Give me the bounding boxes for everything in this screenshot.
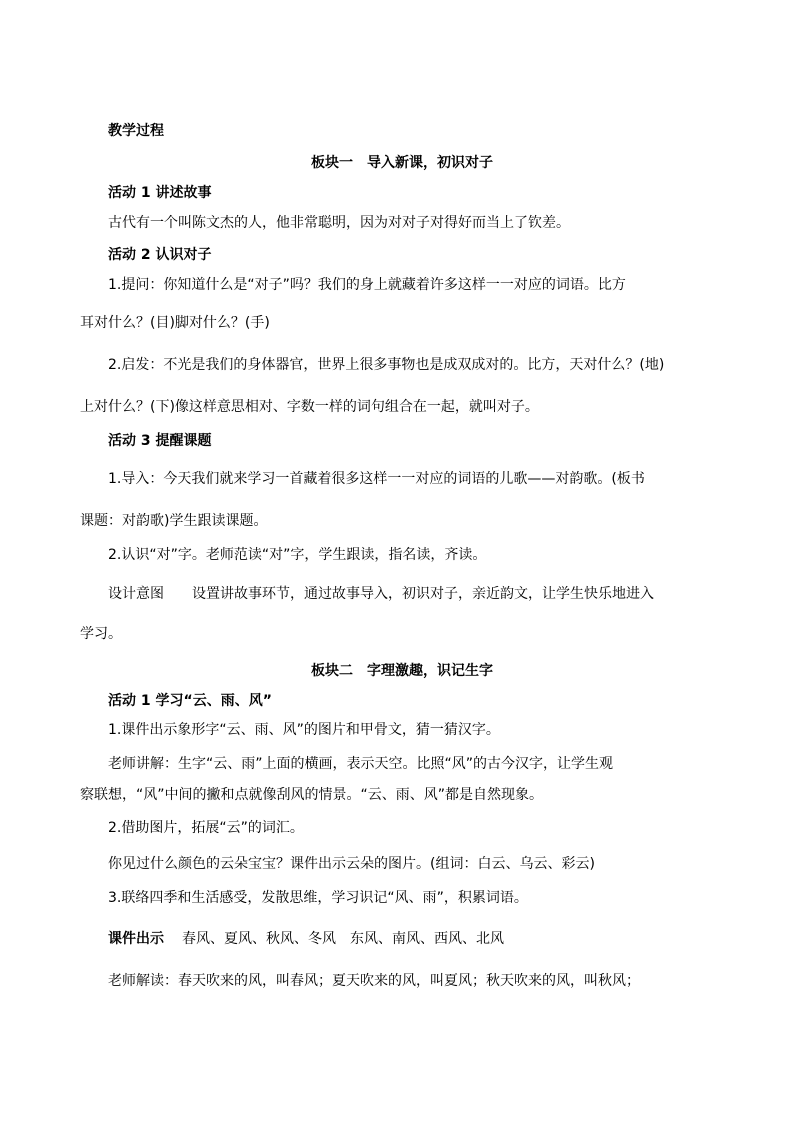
s1-item2-line2: 上对什么？(下)像这样意思相对、字数一样的词句组合在一起，就叫对子。 bbox=[80, 399, 539, 415]
s1-activity3-label: 活动 3 提醒课题 bbox=[108, 433, 212, 449]
s1-design-line2: 学习。 bbox=[80, 626, 122, 642]
s1-item1-line1: 1.提问：你知道什么是“对子”吗？我们的身上就藏着许多这样一一对应的词语。比方 bbox=[108, 277, 626, 293]
s2-activity1-label: 活动 1 学习“云、雨、风” bbox=[108, 693, 272, 709]
s2-teacher-explain: 老师解读：春天吹来的风，叫春风；夏天吹来的风，叫夏风；秋天吹来的风，叫秋风； bbox=[108, 973, 640, 989]
s2-item2: 2.借助图片，拓展“云”的词汇。 bbox=[108, 820, 304, 836]
s1-item3-line2: 课题：对韵歌)学生跟读课题。 bbox=[80, 513, 268, 529]
s2-courseware-line bbox=[108, 929, 504, 949]
design-intent-label: 设计意图 bbox=[108, 586, 164, 602]
winds-group2: 东风、南风、西风、北风 bbox=[350, 931, 504, 947]
s2-item3: 3.联络四季和生活感受，发散思维，学习识记“风、雨”，积累词语。 bbox=[108, 890, 528, 906]
s2-cloud-text: 你见过什么颜色的云朵宝宝？课件出示云朵的图片。(组词：白云、乌云、彩云) bbox=[108, 856, 595, 872]
winds-group1: 春风、夏风、秋风、冬风 bbox=[182, 931, 336, 947]
s2-item1: 1.课件出示象形字“云、雨、风”的图片和甲骨文，猜一猜汉字。 bbox=[108, 722, 500, 738]
s1-activity1-text: 古代有一个叫陈文杰的人，他非常聪明，因为对对子对得好而当上了钦差。 bbox=[108, 215, 570, 231]
s2-explain-line1: 老师讲解：生字“云、雨”上面的横画，表示天空。比照“风”的古今汉字，让学生观 bbox=[108, 756, 614, 772]
s1-activity2-label: 活动 2 认识对子 bbox=[108, 247, 212, 263]
doc-title: 教学过程 bbox=[108, 123, 164, 139]
s1-design-line1 bbox=[108, 584, 654, 604]
s1-activity1-label: 活动 1 讲述故事 bbox=[108, 185, 212, 201]
section1-heading: 板块一 导入新课，初识对子 bbox=[311, 155, 493, 171]
design-intent-text: 设置讲故事环节，通过故事导入，初识对子，亲近韵文，让学生快乐地进入 bbox=[192, 586, 654, 602]
s1-item3-line1: 1.导入：今天我们就来学习一首藏着很多这样一一对应的词语的儿歌——对韵歌。(板书 bbox=[108, 471, 645, 487]
section2-heading: 板块二 字理激趣，识记生字 bbox=[311, 663, 493, 679]
courseware-label: 课件出示 bbox=[108, 931, 164, 947]
s2-explain-line2: 察联想，“风”中间的撇和点就像刮风的情景。“云、雨、风”都是自然现象。 bbox=[80, 787, 544, 803]
s1-item2-line1: 2.启发：不光是我们的身体器官，世界上很多事物也是成双成对的。比方，天对什么？(地) bbox=[108, 357, 665, 373]
s1-item1-line2: 耳对什么？(目)脚对什么？(手) bbox=[80, 315, 270, 331]
s1-item4: 2.认识“对”字。老师范读“对”字，学生跟读，指名读，齐读。 bbox=[108, 547, 487, 563]
